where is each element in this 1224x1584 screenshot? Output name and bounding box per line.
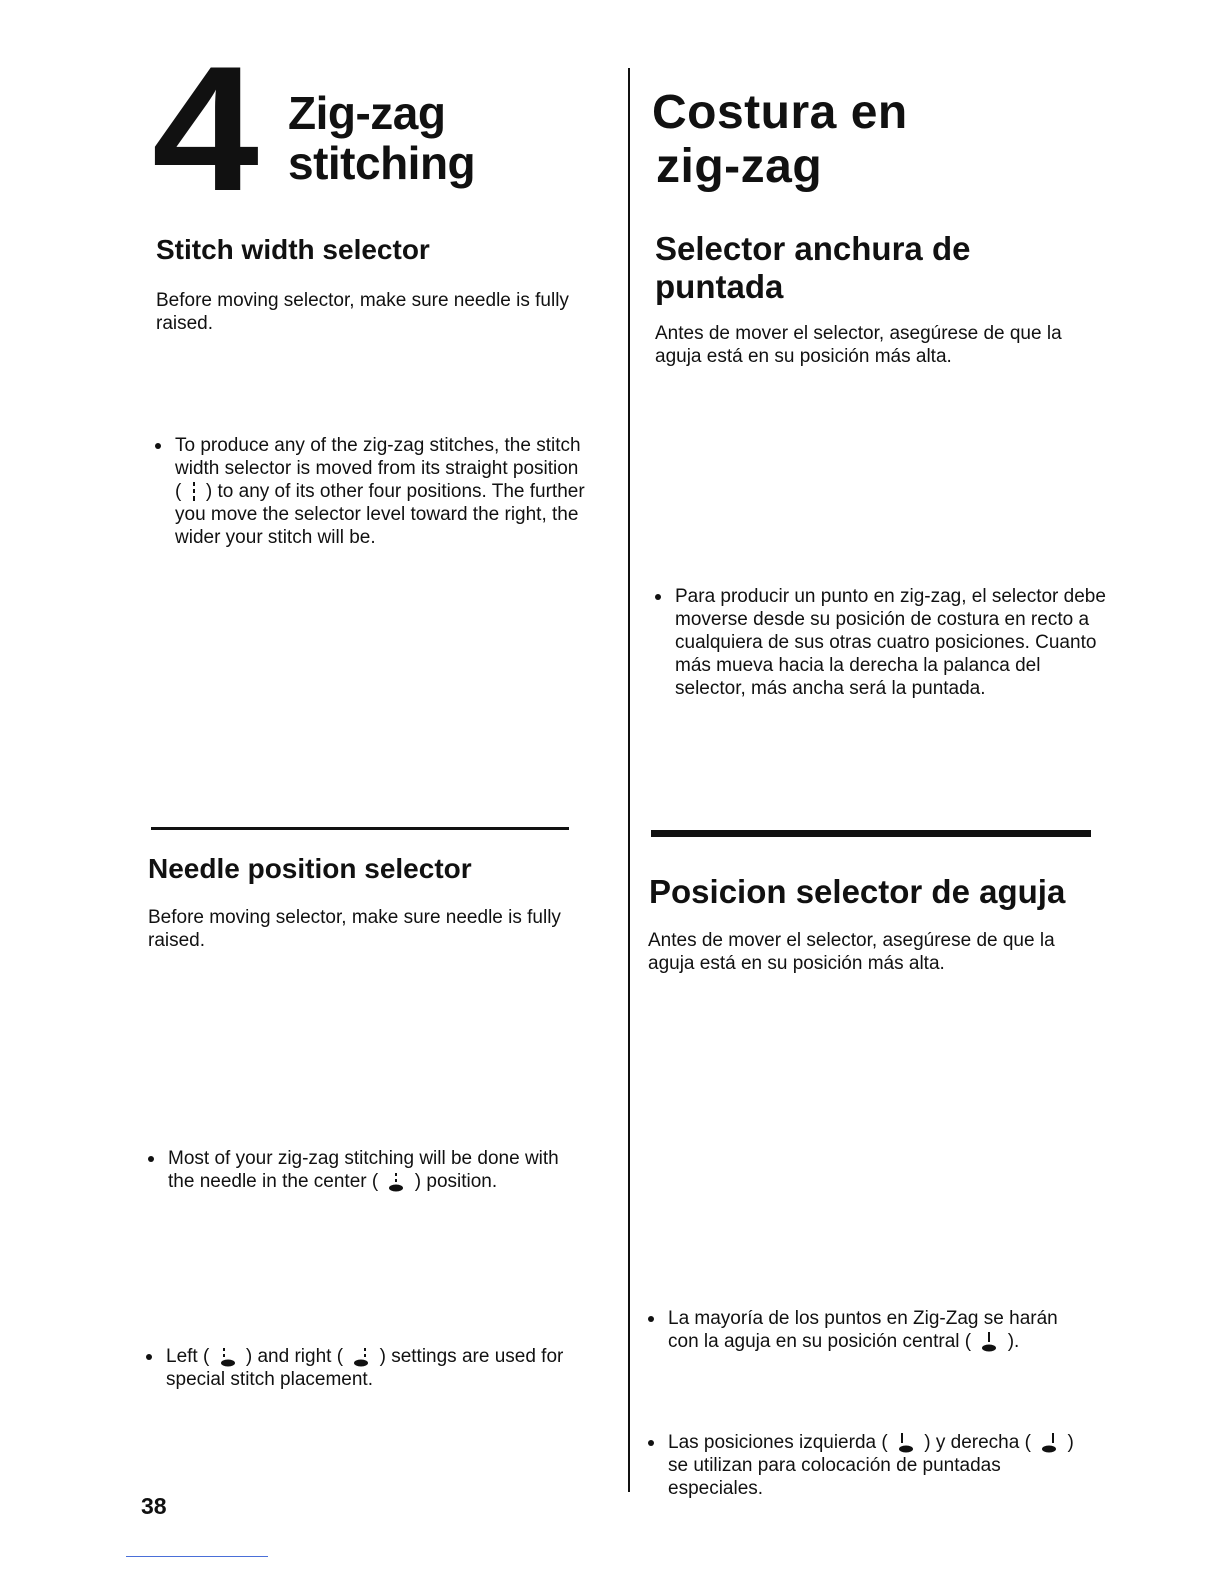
column-divider [628, 68, 630, 1492]
needle-center-icon [387, 1172, 405, 1192]
needle-right-icon [352, 1347, 370, 1367]
section-divider-es [651, 830, 1091, 837]
spanish-title-line1: Costura en [652, 86, 908, 139]
needle-center-text-a: Most of your zig-zag stitching will be done with the needle in the center ( [168, 1148, 559, 1192]
section-divider-en [151, 827, 569, 830]
scan-artifact-line [126, 1556, 268, 1557]
needle-lr-text-c: ) settings are used for special stitch placement. [166, 1346, 564, 1390]
aguja-central-text-a: La mayoría de los puntos en Zig-Zag se harán con la aguja en su posición central ( [668, 1308, 1058, 1352]
page-number: 38 [141, 1493, 167, 1519]
aguja-central-text-b: ). [1007, 1331, 1020, 1352]
spanish-title-line2: zig-zag [656, 140, 823, 193]
needle-center-text-b: ) position. [414, 1171, 498, 1192]
posicion-aguja-bullet-left-right [648, 1431, 1088, 1500]
chapter-title-line2: stitching [288, 137, 476, 189]
stitch-width-bullet-text-b: ) to any of its other four positions. The further you move the selector level toward the right, the wider your stitch will be. [175, 481, 585, 548]
chapter-title-line1: Zig-zag [288, 87, 446, 139]
chapter-title [288, 88, 475, 188]
stitch-width-intro: Before moving selector, make sure needle is fully raised. [156, 290, 569, 334]
needle-position-bullet-left-right [146, 1345, 591, 1391]
needle-position-intro: Before moving selector, make sure needle is fully raised. [148, 907, 561, 951]
straight-stitch-icon [191, 481, 197, 503]
needle-center-icon [980, 1331, 998, 1353]
selector-anchura-heading: Selector anchura de puntada [655, 230, 971, 305]
needle-left-icon [897, 1432, 915, 1454]
needle-position-heading: Needle position selector [148, 853, 472, 884]
needle-left-icon [219, 1347, 237, 1367]
aguja-lr-text-c: ) se utilizan para colocación de puntadas especiales. [668, 1432, 1074, 1499]
needle-lr-text-b: ) and right ( [245, 1346, 344, 1367]
posicion-aguja-bullet-central [648, 1307, 1088, 1353]
stitch-width-bullet-text-a: To produce any of the zig-zag stitches, the stitch width selector is moved from its straight position ( [175, 435, 581, 502]
selector-anchura-intro: Antes de mover el selector, asegúrese de que la aguja está en su posición más alta. [655, 323, 1062, 367]
needle-right-icon [1040, 1432, 1058, 1454]
stitch-width-bullet [155, 434, 587, 549]
posicion-aguja-intro: Antes de mover el selector, asegúrese de que la aguja está en su posición más alta. [648, 930, 1055, 974]
selector-anchura-bullet: Para producir un punto en zig-zag, el selector debe moverse desde su posición de costura en recto a cualquiera de sus otras cuatro posiciones. Cuanto más mueva hacia la derecha la palanca del selector, más ancha será la puntada. [655, 585, 1115, 700]
aguja-lr-text-a: Las posiciones izquierda ( [668, 1432, 888, 1453]
needle-position-bullet-center [148, 1147, 588, 1193]
stitch-width-heading: Stitch width selector [156, 234, 430, 265]
posicion-aguja-heading: Posicion selector de aguja [649, 873, 1066, 910]
chapter-number: 4 [152, 29, 253, 228]
aguja-lr-text-b: ) y derecha ( [924, 1432, 1031, 1453]
needle-lr-text-a: Left ( [166, 1346, 210, 1367]
spanish-title [652, 86, 908, 194]
